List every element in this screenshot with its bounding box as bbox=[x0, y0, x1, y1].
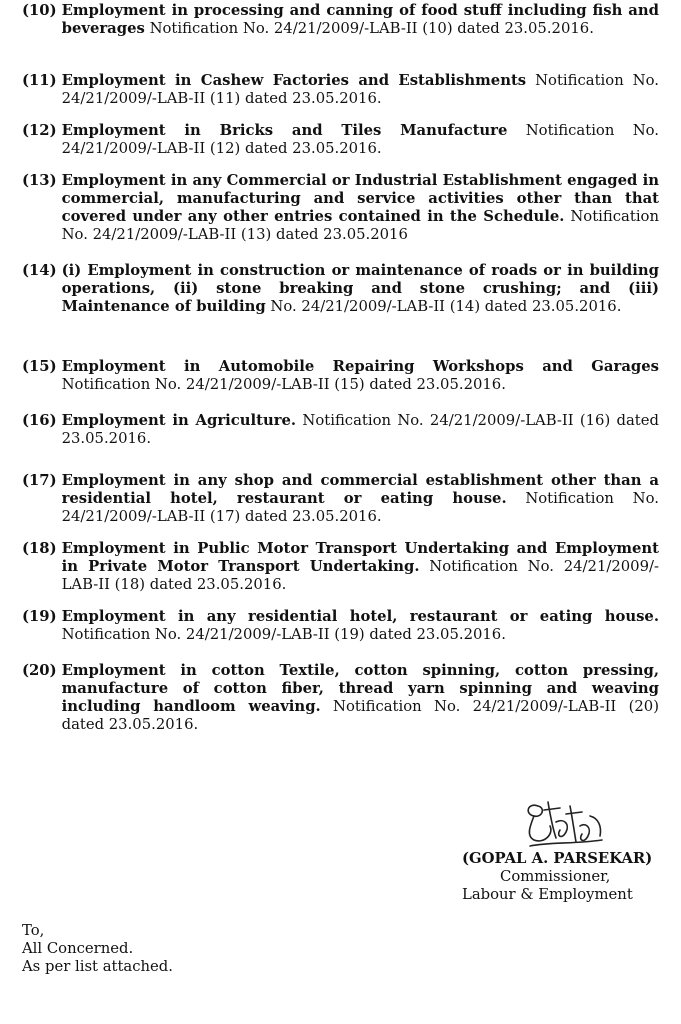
schedule-entry-20 bbox=[22, 662, 659, 734]
to-label: To, bbox=[22, 922, 45, 939]
entry-notification: Notification No. 24/21/2009/-LAB-II (17) dated 23.05.2016. bbox=[61, 490, 659, 525]
signatory-department: Labour & Employment bbox=[462, 886, 633, 903]
schedule-entry-12 bbox=[22, 122, 659, 158]
entry-title: Employment in any Commercial or Industrial Establishment engaged in commercial, manufacturing and service activities other than that covered under any other entries contained in the Schedule. bbox=[61, 172, 659, 225]
addressee-line: All Concerned. bbox=[22, 940, 134, 957]
entry-number: (20) bbox=[22, 662, 57, 679]
entry-notification: Notification No. 24/21/2009/-LAB-II (18) dated 23.05.2016. bbox=[61, 558, 660, 593]
entry-title: Employment in Agriculture. bbox=[61, 412, 297, 429]
entry-number: (16) bbox=[22, 412, 57, 429]
entry-title: Employment in processing and canning of food stuff including fish and beverages bbox=[61, 2, 659, 37]
entry-title: Employment in Automobile Repairing Workshops and Garages bbox=[61, 358, 659, 375]
schedule-entry-15 bbox=[22, 358, 659, 394]
entry-number: (11) bbox=[22, 72, 57, 89]
entry-title: (i) Employment in construction or maintenance of roads or in building operations, (ii) stone breaking and stone crushing; and (iii) Maintenance of building bbox=[61, 262, 659, 315]
signatory-name: (GOPAL A. PARSEKAR) bbox=[462, 850, 653, 867]
signature-block bbox=[462, 850, 652, 904]
entry-text bbox=[62, 662, 659, 734]
entry-notification: Notification No. 24/21/2009/-LAB-II (15) dated 23.05.2016. bbox=[61, 376, 506, 393]
entry-number: (10) bbox=[22, 2, 57, 19]
entry-notification: Notification No. 24/21/2009/-LAB-II (20) dated 23.05.2016. bbox=[61, 698, 659, 733]
entry-notification: Notification No. 24/21/2009/-LAB-II (16) dated 23.05.2016. bbox=[61, 412, 659, 447]
handwritten-signature bbox=[520, 796, 610, 854]
entry-notification: Notification No. 24/21/2009/-LAB-II (12) dated 23.05.2016. bbox=[61, 122, 659, 157]
entry-text bbox=[62, 472, 659, 526]
signatory-designation: Commissioner, bbox=[500, 868, 611, 885]
entry-text bbox=[62, 412, 659, 448]
entry-text bbox=[62, 172, 659, 244]
entry-notification: Notification No. 24/21/2009/-LAB-II (10) dated 23.05.2016. bbox=[149, 20, 594, 37]
entry-title: Employment in Cashew Factories and Establishments bbox=[61, 72, 527, 89]
entry-text bbox=[62, 540, 659, 594]
schedule-entry-19 bbox=[22, 608, 659, 644]
entry-text bbox=[62, 358, 659, 394]
schedule-entry-18 bbox=[22, 540, 659, 594]
entry-number: (14) bbox=[22, 262, 57, 279]
schedule-entry-11 bbox=[22, 72, 659, 108]
entry-title: Employment in Public Motor Transport Undertaking and Employment in Private Motor Transport Undertaking. bbox=[61, 540, 659, 575]
entry-number: (15) bbox=[22, 358, 57, 375]
addressee-block bbox=[22, 922, 173, 976]
entry-number: (12) bbox=[22, 122, 57, 139]
schedule-entry-16 bbox=[22, 412, 659, 448]
entry-title: Employment in any residential hotel, restaurant or eating house. bbox=[61, 608, 659, 625]
entry-number: (17) bbox=[22, 472, 57, 489]
entry-text bbox=[62, 122, 659, 158]
entry-title: Employment in Bricks and Tiles Manufacture bbox=[61, 122, 508, 139]
entry-text bbox=[62, 2, 659, 38]
entry-notification: No. 24/21/2009/-LAB-II (14) dated 23.05.2016. bbox=[270, 298, 622, 315]
entry-title: Employment in any shop and commercial establishment other than a residential hotel, restaurant or eating house. bbox=[61, 472, 659, 507]
entry-title: Employment in cotton Textile, cotton spinning, cotton pressing, manufacture of cotton fiber, thread yarn spinning and weaving including handloom weaving. bbox=[61, 662, 659, 715]
schedule-entry-13 bbox=[22, 172, 659, 244]
entry-number: (19) bbox=[22, 608, 57, 625]
entry-number: (13) bbox=[22, 172, 57, 189]
schedule-entry-17 bbox=[22, 472, 659, 526]
schedule-entry-10 bbox=[22, 2, 659, 38]
entry-text bbox=[62, 608, 659, 644]
entry-number: (18) bbox=[22, 540, 57, 557]
entry-notification: Notification No. 24/21/2009/-LAB-II (19) dated 23.05.2016. bbox=[61, 626, 506, 643]
addressee-line: As per list attached. bbox=[22, 958, 173, 975]
schedule-entry-14 bbox=[22, 262, 659, 316]
entry-text bbox=[62, 262, 659, 316]
entry-notification: Notification No. 24/21/2009/-LAB-II (11) dated 23.05.2016. bbox=[61, 72, 659, 107]
entry-notification: Notification No. 24/21/2009/-LAB-II (13) dated 23.05.2016 bbox=[61, 208, 659, 243]
entry-text bbox=[62, 72, 659, 108]
